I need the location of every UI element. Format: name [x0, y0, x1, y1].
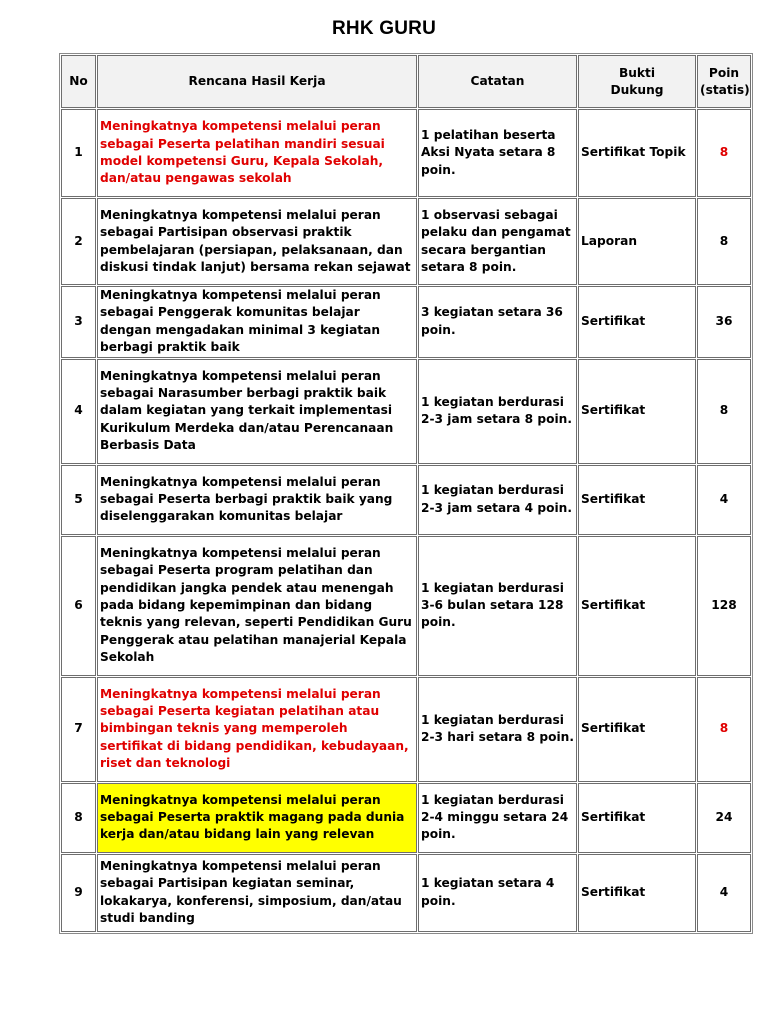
table-row	[61, 286, 751, 358]
bukti-dukung-cell: Sertifikat	[578, 854, 696, 932]
bukti-dukung-cell: Sertifikat	[578, 286, 696, 358]
catatan-cell: 1 kegiatan berdurasi 2-3 hari setara 8 poin.	[418, 677, 577, 782]
row-number: 7	[61, 677, 96, 782]
catatan-cell: 3 kegiatan setara 36 poin.	[418, 286, 577, 358]
rencana-hasil-kerja-cell: Meningkatnya kompetensi melalui peran sebagai Peserta pelatihan mandiri sesuai model kompetensi Guru, Kepala Sekolah, dan/atau pengawas sekolah	[97, 109, 417, 197]
row-number: 5	[61, 465, 96, 535]
poin-cell: 8	[697, 198, 751, 285]
catatan-cell: 1 kegiatan berdurasi 3-6 bulan setara 128 poin.	[418, 536, 577, 676]
table-row	[61, 783, 751, 853]
rencana-hasil-kerja-cell: Meningkatnya kompetensi melalui peran sebagai Penggerak komunitas belajar dengan mengadakan minimal 3 kegiatan berbagi praktik baik	[97, 286, 417, 358]
catatan-cell: 1 kegiatan setara 4 poin.	[418, 854, 577, 932]
poin-cell: 8	[697, 359, 751, 464]
rencana-hasil-kerja-cell: Meningkatnya kompetensi melalui peran sebagai Peserta kegiatan pelatihan atau bimbingan teknis yang memperoleh sertifikat di bidang pendidikan, kebudayaan, riset dan teknologi	[97, 677, 417, 782]
catatan-cell: 1 kegiatan berdurasi 2-3 jam setara 4 poin.	[418, 465, 577, 535]
catatan-cell: 1 pelatihan beserta Aksi Nyata setara 8 poin.	[418, 109, 577, 197]
rencana-hasil-kerja-cell: Meningkatnya kompetensi melalui peran sebagai Partisipan kegiatan seminar, lokakarya, konferensi, simposium, dan/atau studi banding	[97, 854, 417, 932]
rencana-hasil-kerja-cell: Meningkatnya kompetensi melalui peran sebagai Peserta berbagi praktik baik yang diselenggarakan komunitas belajar	[97, 465, 417, 535]
row-number: 8	[61, 783, 96, 853]
table-row	[61, 854, 751, 932]
header-bukti-dukung: Bukti Dukung	[578, 55, 696, 108]
poin-cell: 36	[697, 286, 751, 358]
bukti-dukung-cell: Sertifikat	[578, 677, 696, 782]
catatan-cell: 1 kegiatan berdurasi 2-4 minggu setara 24 poin.	[418, 783, 577, 853]
row-number: 4	[61, 359, 96, 464]
table-header-row	[61, 55, 751, 108]
table-row	[61, 465, 751, 535]
header-catatan: Catatan	[418, 55, 577, 108]
row-number: 2	[61, 198, 96, 285]
rencana-hasil-kerja-cell: Meningkatnya kompetensi melalui peran sebagai Partisipan observasi praktik pembelajaran (persiapan, pelaksanaan, dan diskusi tindak lanjut) bersama rekan sejawat	[97, 198, 417, 285]
poin-cell: 128	[697, 536, 751, 676]
table-row	[61, 536, 751, 676]
table-row	[61, 359, 751, 464]
poin-cell: 4	[697, 465, 751, 535]
table-row	[61, 198, 751, 285]
row-number: 3	[61, 286, 96, 358]
poin-cell: 4	[697, 854, 751, 932]
page-title: RHK GURU	[332, 18, 436, 39]
poin-cell: 8	[697, 677, 751, 782]
header-no: No	[61, 55, 96, 108]
table-row	[61, 109, 751, 197]
poin-cell: 8	[697, 109, 751, 197]
row-number: 1	[61, 109, 96, 197]
catatan-cell: 1 observasi sebagai pelaku dan pengamat secara bergantian setara 8 poin.	[418, 198, 577, 285]
table-row	[61, 677, 751, 782]
header-rencana-hasil-kerja: Rencana Hasil Kerja	[97, 55, 417, 108]
catatan-cell: 1 kegiatan berdurasi 2-3 jam setara 8 poin.	[418, 359, 577, 464]
row-number: 6	[61, 536, 96, 676]
bukti-dukung-cell: Sertifikat	[578, 783, 696, 853]
header-poin: Poin (statis)	[697, 55, 751, 108]
poin-cell: 24	[697, 783, 751, 853]
rencana-hasil-kerja-cell: Meningkatnya kompetensi melalui peran sebagai Peserta praktik magang pada dunia kerja dan/atau bidang lain yang relevan	[97, 783, 417, 853]
row-number: 9	[61, 854, 96, 932]
rencana-hasil-kerja-cell: Meningkatnya kompetensi melalui peran sebagai Narasumber berbagi praktik baik dalam kegiatan yang terkait implementasi Kurikulum Merdeka dan/atau Perencanaan Berbasis Data	[97, 359, 417, 464]
rencana-hasil-kerja-cell: Meningkatnya kompetensi melalui peran sebagai Peserta program pelatihan dan pendidikan jangka pendek atau menengah pada bidang kepemimpinan dan bidang teknis yang relevan, seperti Pendidikan Guru Penggerak atau pelatihan manajerial Kepala Sekolah	[97, 536, 417, 676]
rhk-table	[59, 53, 753, 934]
bukti-dukung-cell: Sertifikat	[578, 536, 696, 676]
bukti-dukung-cell: Sertifikat	[578, 359, 696, 464]
bukti-dukung-cell: Laporan	[578, 198, 696, 285]
bukti-dukung-cell: Sertifikat	[578, 465, 696, 535]
bukti-dukung-cell: Sertifikat Topik	[578, 109, 696, 197]
